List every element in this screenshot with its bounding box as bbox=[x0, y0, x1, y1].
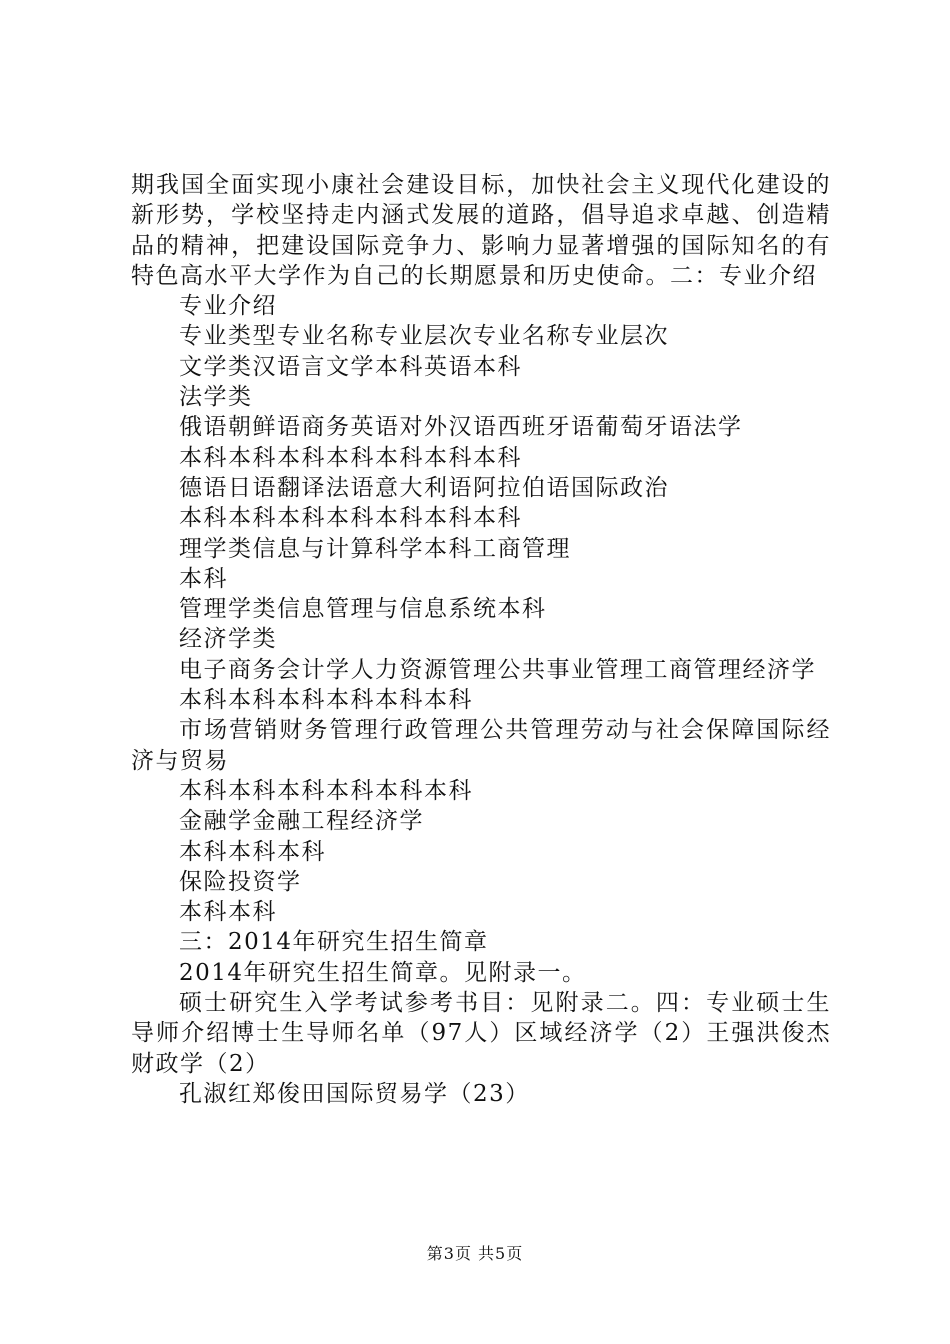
body-paragraph: 硕士研究生入学考试参考书目：见附录二。四：专业硕士生导师介绍博士生导师名单（97人）区域经济学（2）王强洪俊杰财政学（2） bbox=[131, 990, 831, 1077]
body-paragraph: 三：2014年研究生招生简章 bbox=[179, 929, 489, 956]
body-paragraph: 俄语朝鲜语商务英语对外汉语西班牙语葡萄牙语法学 bbox=[179, 414, 743, 441]
body-paragraph: 本科本科本科本科本科本科 bbox=[179, 687, 473, 714]
body-paragraph: 文学类汉语言文学本科英语本科 bbox=[179, 353, 522, 380]
body-paragraph: 德语日语翻译法语意大利语阿拉伯语国际政治 bbox=[179, 474, 669, 501]
body-paragraph: 保险投资学 bbox=[179, 868, 302, 895]
body-paragraph: 经济学类 bbox=[179, 626, 277, 653]
body-paragraph: 本科本科本科 bbox=[179, 838, 326, 865]
page-footer: 第3页 共5页 bbox=[426, 1244, 524, 1263]
body-paragraph: 期我国全面实现小康社会建设目标，加快社会主义现代化建设的新形势，学校坚持走内涵式发展的道路，倡导追求卓越、创造精品的精神，把建设国际竞争力、影响力显著增强的国际知名的有特色高水平大学作为自己的长期愿景和历史使命。二：专业介绍 bbox=[131, 172, 831, 289]
body-paragraph: 市场营销财务管理行政管理公共管理劳动与社会保障国际经济与贸易 bbox=[131, 717, 831, 774]
body-paragraph: 本科本科本科本科本科本科本科 bbox=[179, 444, 522, 471]
document-body bbox=[131, 170, 831, 1109]
body-paragraph: 2014年研究生招生简章。见附录一。 bbox=[179, 959, 587, 986]
body-paragraph: 本科本科 bbox=[179, 899, 277, 926]
body-paragraph: 本科本科本科本科本科本科本科 bbox=[179, 505, 522, 532]
body-paragraph: 孔淑红郑俊田国际贸易学（23） bbox=[179, 1080, 530, 1107]
body-paragraph: 电子商务会计学人力资源管理公共事业管理工商管理经济学 bbox=[179, 656, 816, 683]
body-paragraph: 专业介绍 bbox=[179, 293, 277, 320]
body-paragraph: 本科本科本科本科本科本科 bbox=[179, 777, 473, 804]
body-paragraph: 管理学类信息管理与信息系统本科 bbox=[179, 596, 547, 623]
body-paragraph: 法学类 bbox=[179, 384, 253, 411]
body-paragraph: 专业类型专业名称专业层次专业名称专业层次 bbox=[179, 323, 669, 350]
body-paragraph: 本科 bbox=[179, 565, 228, 592]
body-paragraph: 理学类信息与计算科学本科工商管理 bbox=[179, 535, 571, 562]
body-paragraph: 金融学金融工程经济学 bbox=[179, 808, 424, 835]
